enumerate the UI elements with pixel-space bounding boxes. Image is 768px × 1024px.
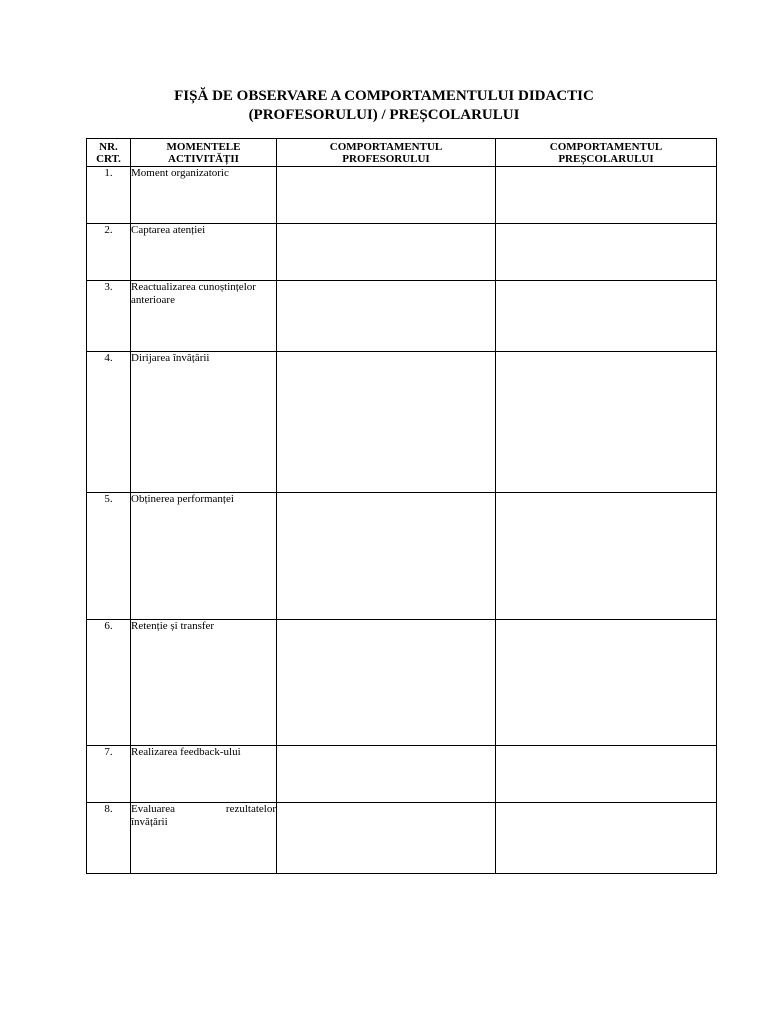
row-teacher-behavior-cell[interactable] bbox=[277, 281, 496, 352]
header-comp-prof-line2: PROFESORULUI bbox=[342, 152, 430, 165]
header-comp-presc-line1: COMPORTAMENTUL bbox=[549, 140, 663, 153]
row-number: 5. bbox=[87, 493, 131, 620]
row-moment-label bbox=[131, 803, 277, 874]
header-comportamentul-profesorului bbox=[277, 139, 496, 167]
row-moment-label: Realizarea feedback-ului bbox=[131, 746, 277, 803]
header-comportamentul-prescolarului bbox=[496, 139, 717, 167]
table-row bbox=[87, 352, 717, 493]
row-moment-label: Dirijarea învățării bbox=[131, 352, 277, 493]
table-header-row bbox=[87, 139, 717, 167]
observation-table bbox=[86, 138, 717, 874]
row-teacher-behavior-cell[interactable] bbox=[277, 746, 496, 803]
table-row bbox=[87, 281, 717, 352]
header-comp-presc-line2: PREȘCOLARULUI bbox=[558, 152, 654, 165]
row-teacher-behavior-cell[interactable] bbox=[277, 803, 496, 874]
table-row bbox=[87, 224, 717, 281]
row-number: 4. bbox=[87, 352, 131, 493]
row-preschooler-behavior-cell[interactable] bbox=[496, 352, 717, 493]
table-row bbox=[87, 746, 717, 803]
row-number: 1. bbox=[87, 167, 131, 224]
row-number: 7. bbox=[87, 746, 131, 803]
header-momentele: MOMENTELE bbox=[166, 140, 241, 153]
row-moment-label-line1: Evaluarea rezultatelor bbox=[131, 803, 276, 815]
document-title-line-1: FIȘĂ DE OBSERVARE A COMPORTAMENTULUI DIDACTIC bbox=[174, 88, 594, 104]
row-preschooler-behavior-cell[interactable] bbox=[496, 620, 717, 746]
header-comp-prof-line1: COMPORTAMENTUL bbox=[329, 140, 443, 153]
row-preschooler-behavior-cell[interactable] bbox=[496, 224, 717, 281]
table-row bbox=[87, 620, 717, 746]
header-momentele-activitatii bbox=[131, 139, 277, 167]
row-teacher-behavior-cell[interactable] bbox=[277, 224, 496, 281]
header-crt: CRT. bbox=[96, 152, 121, 165]
row-teacher-behavior-cell[interactable] bbox=[277, 167, 496, 224]
row-teacher-behavior-cell[interactable] bbox=[277, 493, 496, 620]
row-number: 3. bbox=[87, 281, 131, 352]
row-teacher-behavior-cell[interactable] bbox=[277, 352, 496, 493]
table-row bbox=[87, 803, 717, 874]
row-number: 8. bbox=[87, 803, 131, 874]
row-teacher-behavior-cell[interactable] bbox=[277, 620, 496, 746]
row-preschooler-behavior-cell[interactable] bbox=[496, 803, 717, 874]
row-moment-label: Captarea atenției bbox=[131, 224, 277, 281]
row-moment-label: Reactualizarea cunoștințelor anterioare bbox=[131, 281, 277, 352]
row-moment-label-line2: învățării bbox=[131, 816, 168, 828]
table-row bbox=[87, 167, 717, 224]
row-moment-label: Moment organizatoric bbox=[131, 167, 277, 224]
table-row bbox=[87, 493, 717, 620]
header-activitatii: ACTIVITĂȚII bbox=[168, 152, 239, 165]
row-number: 6. bbox=[87, 620, 131, 746]
row-moment-label: Obținerea performanței bbox=[131, 493, 277, 620]
row-preschooler-behavior-cell[interactable] bbox=[496, 493, 717, 620]
row-preschooler-behavior-cell[interactable] bbox=[496, 167, 717, 224]
row-preschooler-behavior-cell[interactable] bbox=[496, 746, 717, 803]
row-preschooler-behavior-cell[interactable] bbox=[496, 281, 717, 352]
document-title-line-2: (PROFESORULUI) / PREȘCOLARULUI bbox=[248, 107, 520, 123]
row-moment-label: Retenție și transfer bbox=[131, 620, 277, 746]
header-nr-crt bbox=[87, 139, 131, 167]
header-nr: NR. bbox=[99, 140, 118, 153]
row-number: 2. bbox=[87, 224, 131, 281]
